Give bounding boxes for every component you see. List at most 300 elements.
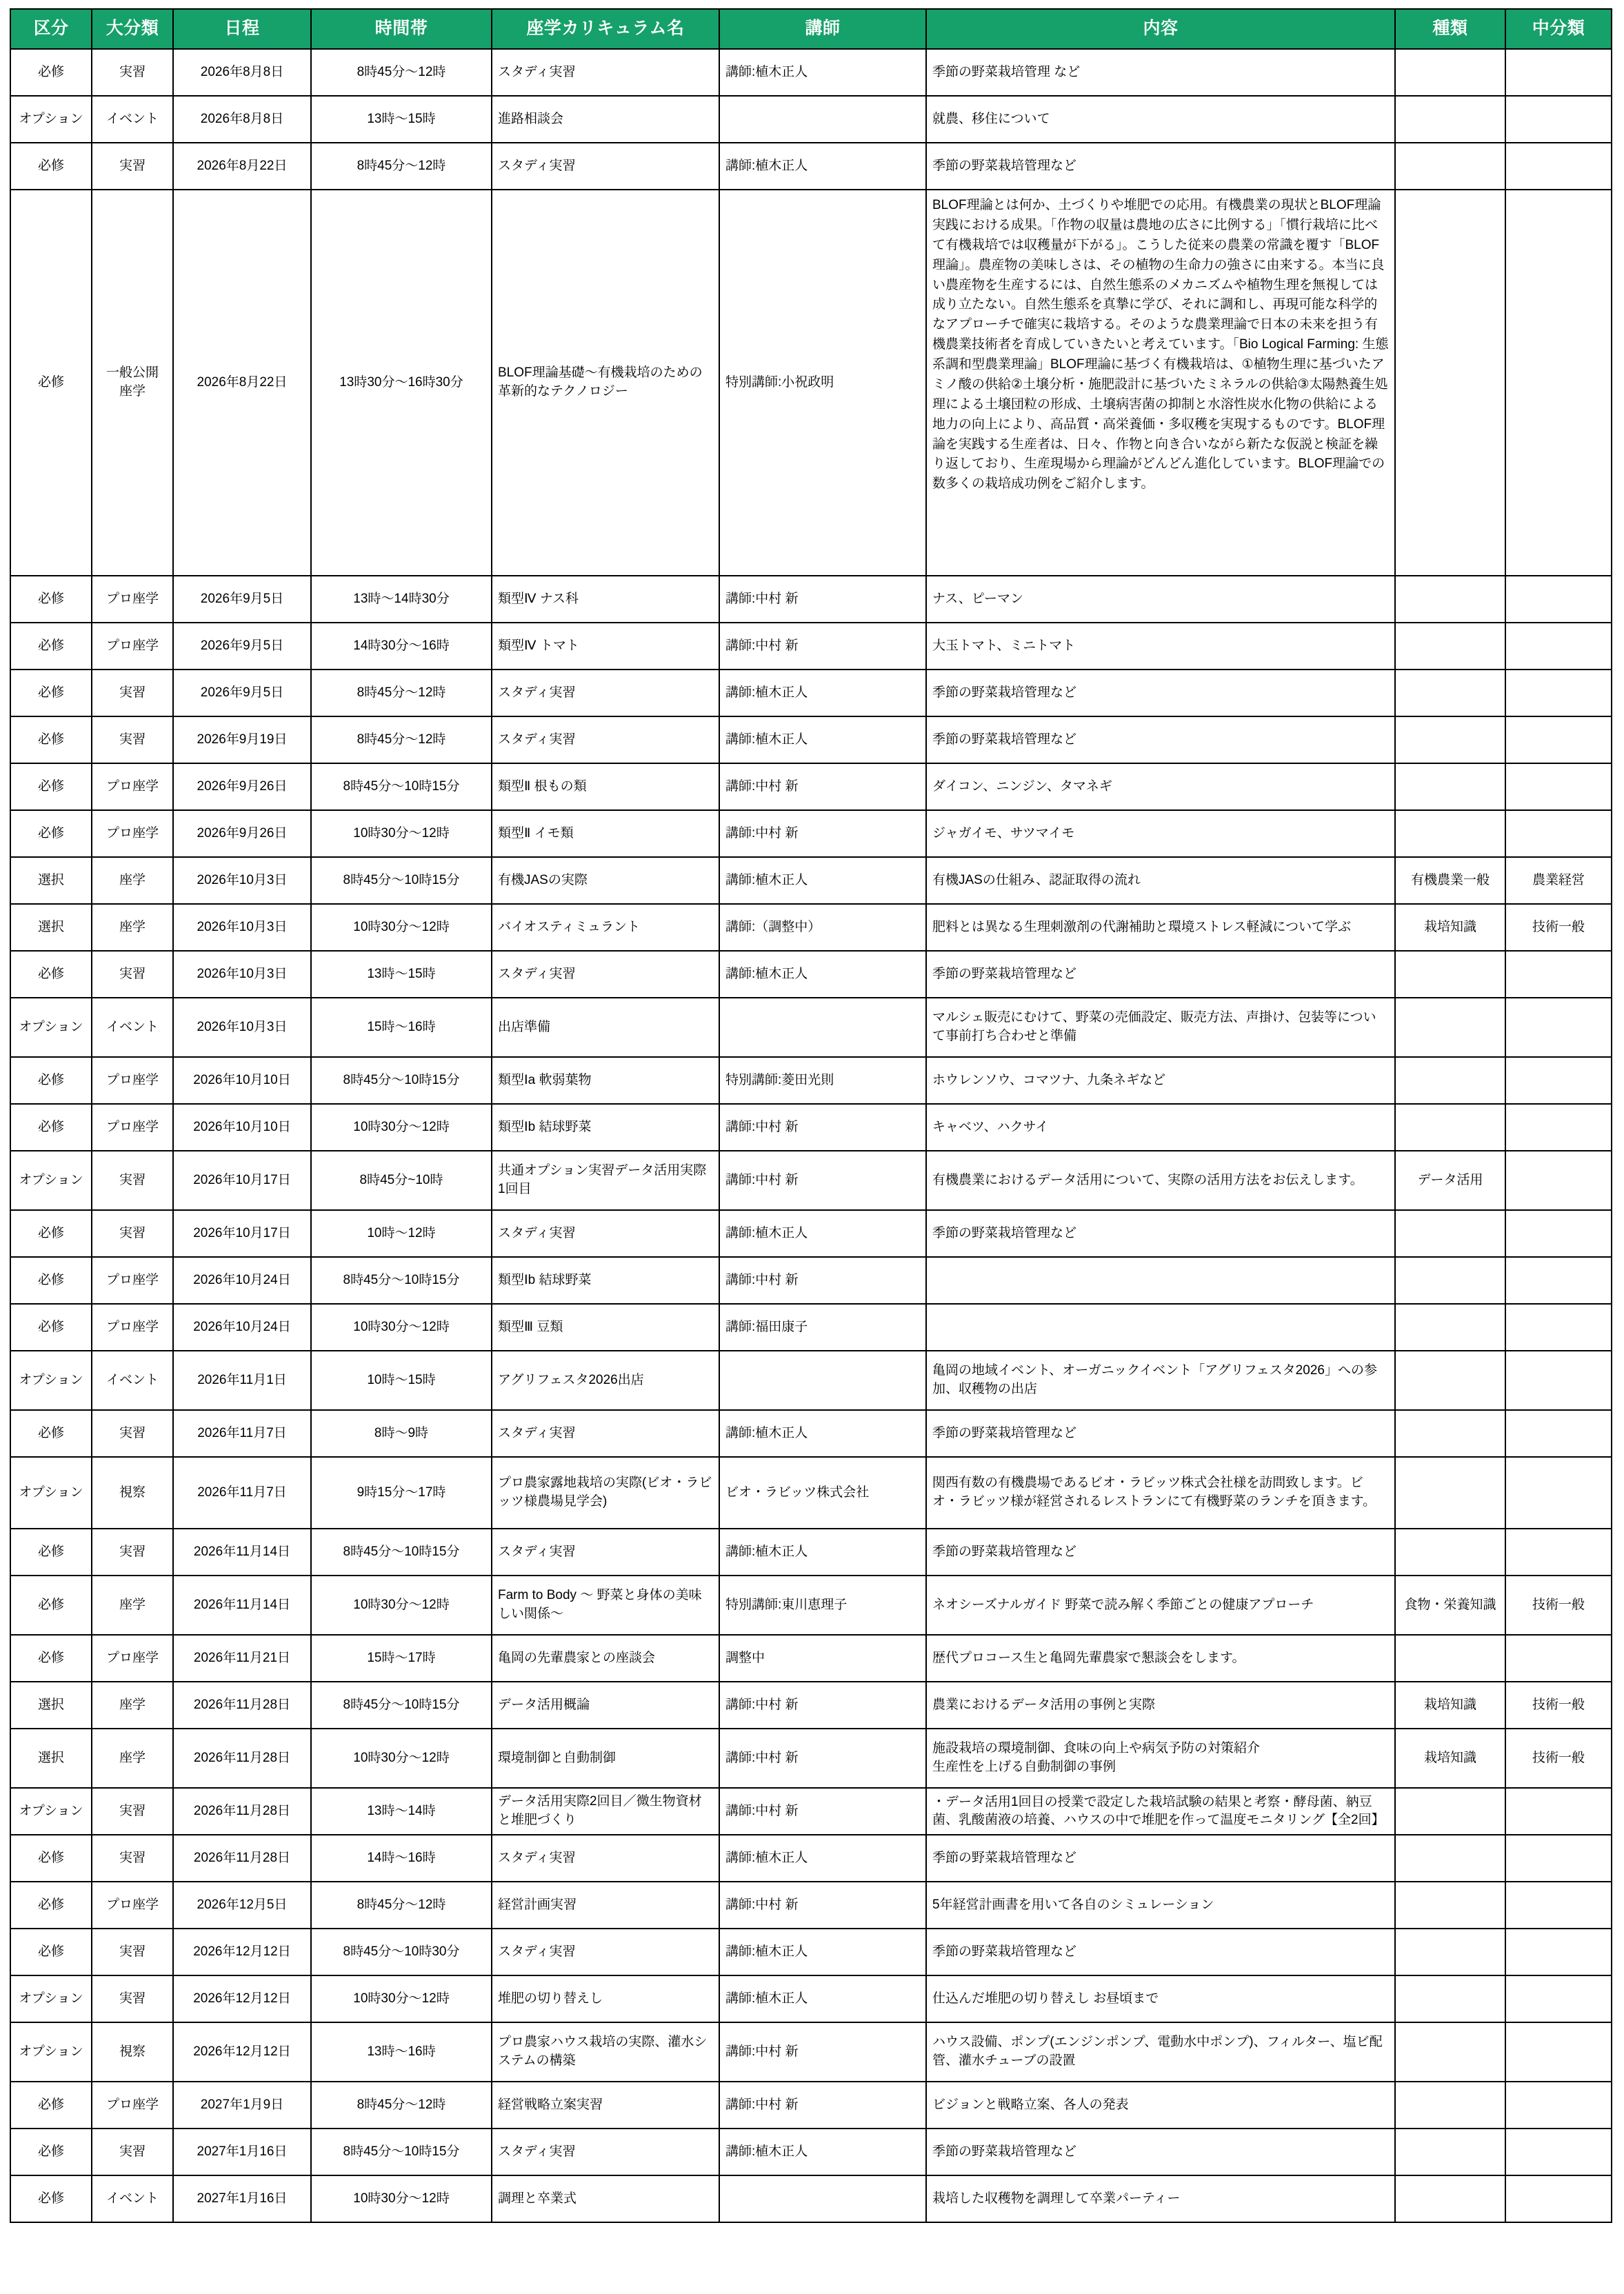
cell-nittei: 2026年12月12日 — [173, 1975, 311, 2022]
cell-kubun: 必修 — [10, 1257, 92, 1304]
cell-jikantai: 15時～16時 — [311, 998, 492, 1057]
cell-nittei: 2026年9月5日 — [173, 623, 311, 670]
cell-kubun: オプション — [10, 1151, 92, 1210]
cell-chubunrui: 技術一般 — [1505, 904, 1612, 951]
cell-naiyou: ネオシーズナルガイド 野菜で読み解く季節ごとの健康アプローチ — [926, 1576, 1395, 1635]
cell-naiyou: 関西有数の有機農場であるビオ・ラビッツ株式会社様を訪問致します。ビオ・ラビッツ様が経営されるレストランにて有機野菜のランチを頂きます。 — [926, 1457, 1395, 1529]
table-row — [10, 2022, 1612, 2082]
cell-kubun: オプション — [10, 1975, 92, 2022]
cell-daibunrui: プロ座学 — [92, 1057, 173, 1104]
column-header-curriculum: 座学カリキュラム名 — [492, 9, 719, 49]
cell-chubunrui — [1505, 1210, 1612, 1257]
cell-naiyou: ダイコン、ニンジン、タマネギ — [926, 763, 1395, 810]
table-row — [10, 716, 1612, 763]
cell-nittei: 2026年10月3日 — [173, 998, 311, 1057]
cell-daibunrui: 実習 — [92, 1210, 173, 1257]
table-row — [10, 1104, 1612, 1151]
cell-chubunrui — [1505, 1975, 1612, 2022]
cell-jikantai: 13時30分～16時30分 — [311, 190, 492, 576]
column-header-kubun: 区分 — [10, 9, 92, 49]
cell-shurui — [1395, 1210, 1505, 1257]
cell-chubunrui — [1505, 1104, 1612, 1151]
cell-shurui — [1395, 623, 1505, 670]
cell-chubunrui — [1505, 1057, 1612, 1104]
table-row — [10, 998, 1612, 1057]
cell-naiyou: 季節の野菜栽培管理など — [926, 143, 1395, 190]
cell-naiyou: 季節の野菜栽培管理など — [926, 1529, 1395, 1576]
cell-koushi: 講師:植木正人 — [719, 1975, 926, 2022]
cell-daibunrui: 視察 — [92, 1457, 173, 1529]
cell-naiyou: マルシェ販売にむけて、野菜の売価設定、販売方法、声掛け、包装等について事前打ち合わせと準備 — [926, 998, 1395, 1057]
cell-naiyou: ハウス設備、ポンプ(エンジンポンプ、電動水中ポンプ)、フィルター、塩ビ配管、灌水チューブの設置 — [926, 2022, 1395, 2082]
cell-koushi: 講師:中村 新 — [719, 1104, 926, 1151]
cell-curriculum: スタディ実習 — [492, 143, 719, 190]
cell-naiyou: 季節の野菜栽培管理など — [926, 1835, 1395, 1882]
table-row — [10, 1882, 1612, 1929]
cell-kubun: オプション — [10, 1351, 92, 1410]
cell-curriculum: バイオスティミュラント — [492, 904, 719, 951]
cell-curriculum: 類型Ⅲ 豆類 — [492, 1304, 719, 1351]
cell-shurui — [1395, 1882, 1505, 1929]
table-row — [10, 1351, 1612, 1410]
cell-kubun: 必修 — [10, 1057, 92, 1104]
cell-koushi: 講師:中村 新 — [719, 1682, 926, 1729]
cell-kubun: 必修 — [10, 1635, 92, 1682]
table-row — [10, 1576, 1612, 1635]
cell-daibunrui: 一般公開 座学 — [92, 190, 173, 576]
cell-curriculum: 経営計画実習 — [492, 1882, 719, 1929]
cell-daibunrui: 実習 — [92, 2129, 173, 2175]
cell-jikantai: 10時30分～12時 — [311, 810, 492, 857]
cell-koushi: 調整中 — [719, 1635, 926, 1682]
cell-chubunrui — [1505, 2129, 1612, 2175]
cell-kubun: 選択 — [10, 857, 92, 904]
cell-jikantai: 14時～16時 — [311, 1835, 492, 1882]
cell-nittei: 2026年10月3日 — [173, 857, 311, 904]
cell-nittei: 2026年12月12日 — [173, 2022, 311, 2082]
cell-curriculum: 進路相談会 — [492, 96, 719, 143]
cell-jikantai: 10時30分～12時 — [311, 904, 492, 951]
column-header-daibunrui: 大分類 — [92, 9, 173, 49]
table-row — [10, 143, 1612, 190]
cell-koushi — [719, 2175, 926, 2222]
cell-jikantai: 8時45分～12時 — [311, 670, 492, 716]
cell-kubun: 必修 — [10, 1835, 92, 1882]
cell-daibunrui: 実習 — [92, 1410, 173, 1457]
cell-koushi: 講師:中村 新 — [719, 623, 926, 670]
cell-shurui — [1395, 190, 1505, 576]
cell-jikantai: 13時～14時30分 — [311, 576, 492, 623]
cell-naiyou: 有機JASの仕組み、認証取得の流れ — [926, 857, 1395, 904]
cell-jikantai: 8時45分~10時 — [311, 1151, 492, 1210]
cell-daibunrui: 実習 — [92, 143, 173, 190]
cell-daibunrui: 実習 — [92, 670, 173, 716]
cell-naiyou: 季節の野菜栽培管理 など — [926, 49, 1395, 96]
column-header-nittei: 日程 — [173, 9, 311, 49]
cell-curriculum: 出店準備 — [492, 998, 719, 1057]
cell-shurui — [1395, 1257, 1505, 1304]
cell-curriculum: スタディ実習 — [492, 1410, 719, 1457]
cell-shurui — [1395, 2082, 1505, 2129]
cell-nittei: 2026年11月28日 — [173, 1682, 311, 1729]
cell-daibunrui: プロ座学 — [92, 763, 173, 810]
cell-nittei: 2026年10月10日 — [173, 1104, 311, 1151]
cell-nittei: 2027年1月9日 — [173, 2082, 311, 2129]
cell-curriculum: 環境制御と自動制御 — [492, 1729, 719, 1788]
cell-daibunrui: プロ座学 — [92, 1304, 173, 1351]
cell-koushi: 講師:植木正人 — [719, 716, 926, 763]
cell-koushi: 講師:中村 新 — [719, 810, 926, 857]
cell-nittei: 2026年10月17日 — [173, 1151, 311, 1210]
cell-koushi: 講師:中村 新 — [719, 1882, 926, 1929]
cell-curriculum: スタディ実習 — [492, 49, 719, 96]
cell-koushi: 特別講師:東川恵理子 — [719, 1576, 926, 1635]
cell-jikantai: 14時30分～16時 — [311, 623, 492, 670]
cell-naiyou — [926, 1304, 1395, 1351]
cell-chubunrui — [1505, 1835, 1612, 1882]
cell-jikantai: 10時30分～12時 — [311, 1975, 492, 2022]
cell-chubunrui: 技術一般 — [1505, 1682, 1612, 1729]
cell-curriculum: プロ農家ハウス栽培の実際、灌水システムの構築 — [492, 2022, 719, 2082]
cell-kubun: 選択 — [10, 904, 92, 951]
cell-kubun: 必修 — [10, 1529, 92, 1576]
cell-jikantai: 10時～15時 — [311, 1351, 492, 1410]
table-row — [10, 1529, 1612, 1576]
cell-curriculum: スタディ実習 — [492, 951, 719, 998]
table-header — [10, 9, 1612, 49]
cell-daibunrui: プロ座学 — [92, 810, 173, 857]
cell-daibunrui: 座学 — [92, 1729, 173, 1788]
cell-curriculum: データ活用概論 — [492, 1682, 719, 1729]
cell-naiyou: 栽培した収穫物を調理して卒業パーティー — [926, 2175, 1395, 2222]
cell-chubunrui — [1505, 2175, 1612, 2222]
cell-naiyou: 季節の野菜栽培管理など — [926, 1210, 1395, 1257]
cell-curriculum: スタディ実習 — [492, 670, 719, 716]
cell-jikantai: 8時～9時 — [311, 1410, 492, 1457]
cell-nittei: 2026年8月8日 — [173, 49, 311, 96]
cell-koushi: 講師:植木正人 — [719, 143, 926, 190]
cell-daibunrui: イベント — [92, 96, 173, 143]
cell-shurui — [1395, 1351, 1505, 1410]
cell-kubun: オプション — [10, 1457, 92, 1529]
cell-shurui — [1395, 1635, 1505, 1682]
cell-nittei: 2026年11月7日 — [173, 1457, 311, 1529]
cell-chubunrui: 技術一般 — [1505, 1576, 1612, 1635]
cell-curriculum: 類型Ⅳ トマト — [492, 623, 719, 670]
cell-chubunrui — [1505, 1529, 1612, 1576]
cell-kubun: 必修 — [10, 576, 92, 623]
cell-daibunrui: プロ座学 — [92, 1635, 173, 1682]
cell-daibunrui: プロ座学 — [92, 623, 173, 670]
cell-naiyou: 大玉トマト、ミニトマト — [926, 623, 1395, 670]
cell-jikantai: 15時～17時 — [311, 1635, 492, 1682]
cell-shurui: データ活用 — [1395, 1151, 1505, 1210]
column-header-naiyou: 内容 — [926, 9, 1395, 49]
cell-nittei: 2026年11月7日 — [173, 1410, 311, 1457]
cell-nittei: 2026年9月5日 — [173, 576, 311, 623]
cell-jikantai: 8時45分～10時15分 — [311, 1682, 492, 1729]
cell-shurui: 栽培知識 — [1395, 904, 1505, 951]
table-row — [10, 670, 1612, 716]
cell-nittei: 2026年9月19日 — [173, 716, 311, 763]
table-row — [10, 857, 1612, 904]
cell-shurui — [1395, 1057, 1505, 1104]
cell-nittei: 2026年11月21日 — [173, 1635, 311, 1682]
cell-koushi: 講師:中村 新 — [719, 763, 926, 810]
table-row — [10, 190, 1612, 576]
cell-shurui — [1395, 1929, 1505, 1975]
table-body — [10, 49, 1612, 2222]
cell-naiyou: BLOF理論とは何か、土づくりや堆肥での応用。有機農業の現状とBLOF理論実践における成果。「作物の収量は農地の広さに比例する」「慣行栽培に比べて有機栽培では収穫量が下がる」。こうした従来の農業の常識を覆す「BLOF理論」。農産物の美味しさは、その植物の生命力の強さに由来する。本当に良い農産物を生産するには、自然生態系のメカニズムや植物生理を無視しては成り立たない。自然生態系を真摯に学び、それに調和し、再現可能な科学的なアプローチで確実に栽培する。そのような農業理論で日本の未来を担う有機農業技術者を育成していきたいと考えています。「Bio Logical Farming: 生態系調和型農業理論」BLOF理論に基づく有機栽培は、①植物生理に基づいたアミノ酸の供給②土壌分析・施肥設計に基づいたミネラルの供給③太陽熱養生処理による土壌団粒の形成、土壌病害菌の抑制と水溶性炭水化物の供給による地力の向上により、高品質・高栄養価・多収穫を実現するものです。BLOF理論を実践する生産者は、日々、作物と向き合いながら新たな仮説と検証を繰り返しており、生産現場から理論がどんどん進化しています。BLOF理論での数多くの栽培成功例をご紹介します。 — [926, 190, 1395, 576]
table-row — [10, 1304, 1612, 1351]
cell-kubun: オプション — [10, 96, 92, 143]
cell-shurui — [1395, 1975, 1505, 2022]
cell-nittei: 2026年12月12日 — [173, 1929, 311, 1975]
cell-naiyou: 肥料とは異なる生理刺激剤の代謝補助と環境ストレス軽減について学ぶ — [926, 904, 1395, 951]
cell-jikantai: 8時45分～12時 — [311, 1882, 492, 1929]
cell-curriculum: 共通オプション実習データ活用実際1回目 — [492, 1151, 719, 1210]
cell-shurui: 有機農業一般 — [1395, 857, 1505, 904]
cell-curriculum: 類型Ⅰb 結球野菜 — [492, 1104, 719, 1151]
cell-curriculum: スタディ実習 — [492, 1529, 719, 1576]
table-row — [10, 1788, 1612, 1835]
cell-kubun: 必修 — [10, 2129, 92, 2175]
table-row — [10, 1635, 1612, 1682]
cell-daibunrui: 実習 — [92, 1835, 173, 1882]
cell-curriculum: 類型Ⅱ イモ類 — [492, 810, 719, 857]
cell-shurui — [1395, 49, 1505, 96]
cell-daibunrui: プロ座学 — [92, 1882, 173, 1929]
table-row — [10, 1257, 1612, 1304]
cell-chubunrui: 技術一般 — [1505, 1729, 1612, 1788]
cell-kubun: 必修 — [10, 810, 92, 857]
cell-chubunrui — [1505, 190, 1612, 576]
column-header-chubunrui: 中分類 — [1505, 9, 1612, 49]
cell-shurui — [1395, 1104, 1505, 1151]
cell-jikantai: 8時45分～10時15分 — [311, 1057, 492, 1104]
cell-curriculum: スタディ実習 — [492, 1210, 719, 1257]
cell-curriculum: BLOF理論基礎～有機栽培のための革新的なテクノロジー — [492, 190, 719, 576]
cell-kubun: 必修 — [10, 1210, 92, 1257]
cell-naiyou: 5年経営計画書を用いて各自のシミュレーション — [926, 1882, 1395, 1929]
cell-daibunrui: イベント — [92, 1351, 173, 1410]
cell-koushi — [719, 1351, 926, 1410]
cell-naiyou: 亀岡の地域イベント、オーガニックイベント「アグリフェスタ2026」への参加、収穫物の出店 — [926, 1351, 1395, 1410]
cell-nittei: 2026年10月24日 — [173, 1304, 311, 1351]
cell-jikantai: 13時～15時 — [311, 96, 492, 143]
cell-jikantai: 8時45分～10時15分 — [311, 1529, 492, 1576]
cell-shurui — [1395, 576, 1505, 623]
cell-shurui — [1395, 1410, 1505, 1457]
cell-naiyou: 就農、移住について — [926, 96, 1395, 143]
cell-naiyou: 歴代プロコース生と亀岡先輩農家で懇談会をします。 — [926, 1635, 1395, 1682]
cell-chubunrui: 農業経営 — [1505, 857, 1612, 904]
cell-shurui — [1395, 810, 1505, 857]
table-row — [10, 1057, 1612, 1104]
table-row — [10, 1210, 1612, 1257]
cell-chubunrui — [1505, 1410, 1612, 1457]
cell-jikantai: 13時～14時 — [311, 1788, 492, 1835]
cell-koushi: 講師:植木正人 — [719, 857, 926, 904]
cell-daibunrui: プロ座学 — [92, 2082, 173, 2129]
cell-naiyou: ジャガイモ、サツマイモ — [926, 810, 1395, 857]
cell-shurui — [1395, 143, 1505, 190]
cell-koushi: 特別講師:菱田光則 — [719, 1057, 926, 1104]
cell-shurui: 食物・栄養知識 — [1395, 1576, 1505, 1635]
table-row — [10, 810, 1612, 857]
cell-jikantai: 13時～16時 — [311, 2022, 492, 2082]
cell-shurui — [1395, 1788, 1505, 1835]
cell-nittei: 2027年1月16日 — [173, 2175, 311, 2222]
cell-chubunrui — [1505, 96, 1612, 143]
cell-chubunrui — [1505, 1882, 1612, 1929]
cell-daibunrui: 実習 — [92, 1975, 173, 2022]
cell-jikantai: 9時15分～17時 — [311, 1457, 492, 1529]
table-row — [10, 904, 1612, 951]
cell-nittei: 2026年10月3日 — [173, 951, 311, 998]
cell-nittei: 2026年11月14日 — [173, 1576, 311, 1635]
cell-chubunrui — [1505, 763, 1612, 810]
cell-chubunrui — [1505, 1929, 1612, 1975]
table-row — [10, 1151, 1612, 1210]
cell-kubun: 必修 — [10, 2082, 92, 2129]
table-row — [10, 1975, 1612, 2022]
table-row — [10, 1835, 1612, 1882]
cell-daibunrui: 実習 — [92, 716, 173, 763]
table-row — [10, 951, 1612, 998]
cell-koushi: 講師:中村 新 — [719, 1257, 926, 1304]
cell-chubunrui — [1505, 1304, 1612, 1351]
cell-curriculum: Farm to Body ～ 野菜と身体の美味しい関係～ — [492, 1576, 719, 1635]
cell-chubunrui — [1505, 998, 1612, 1057]
cell-kubun: 選択 — [10, 1729, 92, 1788]
cell-curriculum: 亀岡の先輩農家との座談会 — [492, 1635, 719, 1682]
cell-nittei: 2026年12月5日 — [173, 1882, 311, 1929]
cell-nittei: 2026年11月28日 — [173, 1729, 311, 1788]
cell-nittei: 2026年9月5日 — [173, 670, 311, 716]
cell-chubunrui — [1505, 951, 1612, 998]
cell-jikantai: 8時45分～12時 — [311, 49, 492, 96]
cell-chubunrui — [1505, 1788, 1612, 1835]
table-row — [10, 623, 1612, 670]
cell-koushi: 講師:中村 新 — [719, 2022, 926, 2082]
cell-koushi: 講師:植木正人 — [719, 1835, 926, 1882]
cell-kubun: 必修 — [10, 1576, 92, 1635]
cell-naiyou: 施設栽培の環境制御、食味の向上や病気予防の対策紹介 生産性を上げる自動制御の事例 — [926, 1729, 1395, 1788]
cell-chubunrui — [1505, 1635, 1612, 1682]
cell-jikantai: 8時45分～10時15分 — [311, 763, 492, 810]
cell-chubunrui — [1505, 2082, 1612, 2129]
cell-jikantai: 10時30分～12時 — [311, 1576, 492, 1635]
cell-curriculum: 類型Ⅳ ナス科 — [492, 576, 719, 623]
cell-koushi: 講師:植木正人 — [719, 1210, 926, 1257]
cell-shurui — [1395, 1529, 1505, 1576]
cell-chubunrui — [1505, 1151, 1612, 1210]
cell-daibunrui: 実習 — [92, 1788, 173, 1835]
cell-daibunrui: プロ座学 — [92, 1257, 173, 1304]
cell-chubunrui — [1505, 2022, 1612, 2082]
cell-naiyou: 季節の野菜栽培管理など — [926, 1929, 1395, 1975]
cell-chubunrui — [1505, 670, 1612, 716]
cell-nittei: 2027年1月16日 — [173, 2129, 311, 2175]
cell-nittei: 2026年9月26日 — [173, 763, 311, 810]
cell-naiyou: 有機農業におけるデータ活用について、実際の活用方法をお伝えします。 — [926, 1151, 1395, 1210]
cell-naiyou: ・データ活用1回目の授業で設定した栽培試験の結果と考察・酵母菌、納豆菌、乳酸菌液の培養、ハウスの中で堆肥を作って温度モニタリング【全2回】 — [926, 1788, 1395, 1835]
cell-naiyou — [926, 1257, 1395, 1304]
cell-shurui — [1395, 1457, 1505, 1529]
column-header-shurui: 種類 — [1395, 9, 1505, 49]
cell-koushi: 講師:中村 新 — [719, 576, 926, 623]
cell-koushi: 講師:植木正人 — [719, 2129, 926, 2175]
table-row — [10, 576, 1612, 623]
cell-nittei: 2026年11月28日 — [173, 1788, 311, 1835]
cell-shurui — [1395, 1304, 1505, 1351]
cell-nittei: 2026年10月17日 — [173, 1210, 311, 1257]
cell-koushi: 講師:植木正人 — [719, 1410, 926, 1457]
cell-daibunrui: プロ座学 — [92, 576, 173, 623]
table-row — [10, 1410, 1612, 1457]
cell-naiyou: ナス、ピーマン — [926, 576, 1395, 623]
cell-kubun: 必修 — [10, 670, 92, 716]
cell-jikantai: 10時30分～12時 — [311, 1729, 492, 1788]
cell-koushi: 講師:植木正人 — [719, 1929, 926, 1975]
cell-daibunrui: イベント — [92, 2175, 173, 2222]
cell-chubunrui — [1505, 1257, 1612, 1304]
cell-nittei: 2026年8月22日 — [173, 143, 311, 190]
cell-curriculum: データ活用実際2回目／微生物資材と堆肥づくり — [492, 1788, 719, 1835]
cell-jikantai: 8時45分～10時15分 — [311, 1257, 492, 1304]
cell-koushi — [719, 96, 926, 143]
cell-koushi — [719, 998, 926, 1057]
cell-jikantai: 8時45分～12時 — [311, 716, 492, 763]
cell-jikantai: 8時45分～10時15分 — [311, 857, 492, 904]
cell-daibunrui: 実習 — [92, 1529, 173, 1576]
cell-koushi: 講師:（調整中） — [719, 904, 926, 951]
cell-shurui — [1395, 2129, 1505, 2175]
cell-jikantai: 8時45分～12時 — [311, 143, 492, 190]
cell-kubun: 必修 — [10, 143, 92, 190]
column-header-koushi: 講師 — [719, 9, 926, 49]
cell-daibunrui: 視察 — [92, 2022, 173, 2082]
cell-shurui — [1395, 2022, 1505, 2082]
table-row — [10, 2129, 1612, 2175]
cell-nittei: 2026年9月26日 — [173, 810, 311, 857]
cell-curriculum: 経営戦略立案実習 — [492, 2082, 719, 2129]
cell-koushi: 講師:中村 新 — [719, 1788, 926, 1835]
cell-koushi: 特別講師:小祝政明 — [719, 190, 926, 576]
cell-koushi: 講師:中村 新 — [719, 2082, 926, 2129]
cell-shurui — [1395, 998, 1505, 1057]
cell-shurui — [1395, 716, 1505, 763]
cell-shurui — [1395, 96, 1505, 143]
cell-curriculum: プロ農家露地栽培の実際(ビオ・ラビッツ様農場見学会) — [492, 1457, 719, 1529]
cell-jikantai: 13時～15時 — [311, 951, 492, 998]
cell-daibunrui: 座学 — [92, 1682, 173, 1729]
cell-koushi: 講師:植木正人 — [719, 1529, 926, 1576]
cell-curriculum: スタディ実習 — [492, 2129, 719, 2175]
cell-chubunrui — [1505, 810, 1612, 857]
cell-chubunrui — [1505, 623, 1612, 670]
cell-nittei: 2026年11月28日 — [173, 1835, 311, 1882]
table-row — [10, 1729, 1612, 1788]
cell-koushi: 講師:植木正人 — [719, 951, 926, 998]
cell-naiyou: ビジョンと戦略立案、各人の発表 — [926, 2082, 1395, 2129]
cell-daibunrui: 座学 — [92, 857, 173, 904]
cell-kubun: 必修 — [10, 1104, 92, 1151]
cell-kubun: 必修 — [10, 1410, 92, 1457]
column-header-jikantai: 時間帯 — [311, 9, 492, 49]
cell-koushi: ビオ・ラビッツ株式会社 — [719, 1457, 926, 1529]
